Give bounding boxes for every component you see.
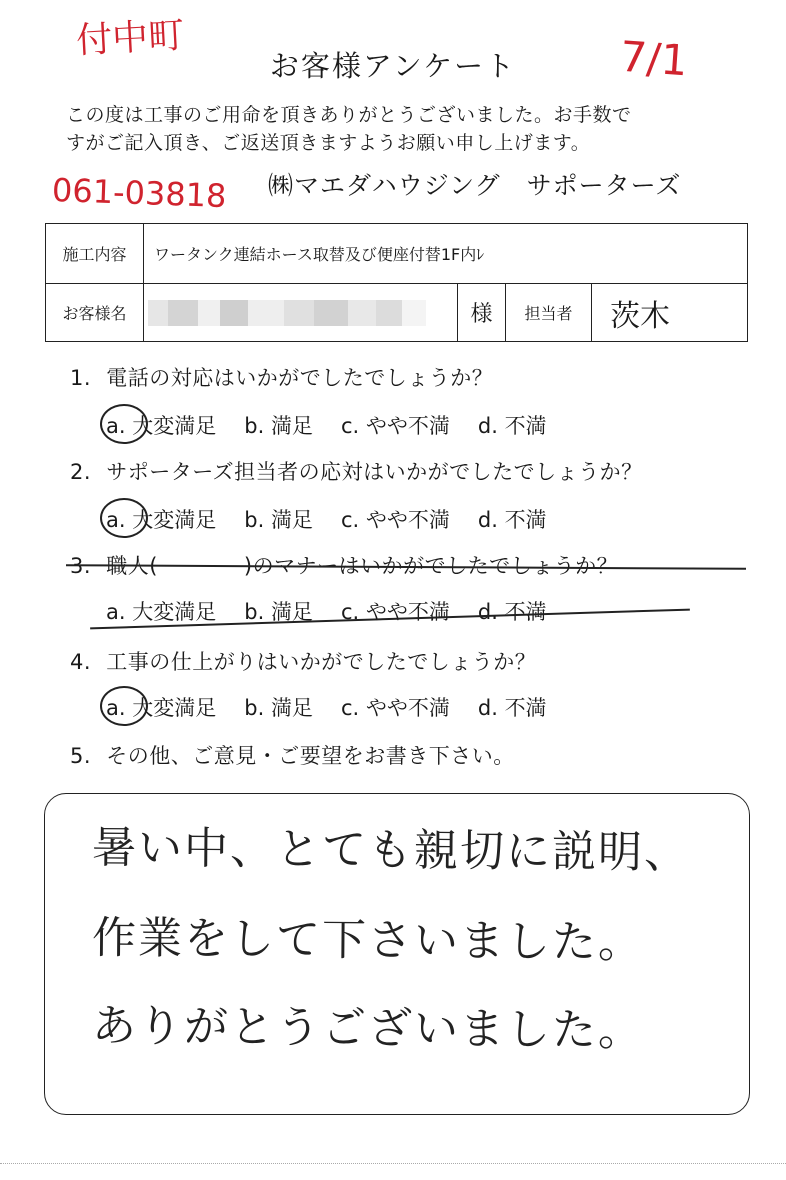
option-c[interactable] [341, 410, 450, 440]
question-text: サポーターズ担当者の応対はいかがでしたでしょうか？ [106, 460, 643, 484]
staff-label: 担当者 [506, 284, 592, 342]
comment-line-3: ありがとうございました。 [91, 1000, 645, 1057]
option-label: 不満 [504, 508, 547, 532]
intro-line-1: この度は工事のご用命を頂きありがとうございました。お手数で [66, 104, 632, 126]
question-2 [70, 456, 643, 486]
customer-suffix: 様 [458, 284, 506, 342]
option-key: c. [340, 414, 360, 438]
phone-annotation: 061-03818 [51, 170, 228, 216]
question-number: 2. [70, 460, 92, 484]
option-c[interactable] [341, 504, 450, 534]
question-1-options [106, 410, 575, 440]
staff-value: 茨木 [592, 284, 748, 342]
question-text: その他、ご意見・ご要望をお書き下さい。 [106, 744, 515, 768]
option-label: 満足 [270, 696, 313, 720]
option-key: a. [106, 600, 126, 624]
question-number: 5. [70, 744, 92, 768]
option-label: 不満 [504, 600, 547, 624]
question-number: 3. [70, 554, 92, 578]
question-4 [70, 646, 536, 676]
option-d[interactable] [478, 504, 547, 534]
intro-line-2: すがご記入頂き、ご返送頂きますようお願い申し上げます。 [66, 132, 591, 154]
option-key: d. [477, 696, 498, 720]
question-5 [70, 740, 515, 770]
option-key: c. [340, 508, 360, 532]
option-label: 大変満足 [132, 414, 217, 438]
area-annotation: 付中町 [75, 15, 186, 62]
option-b[interactable] [244, 410, 313, 440]
question-1 [70, 362, 493, 392]
option-key: d. [477, 508, 498, 532]
option-label: 不満 [504, 696, 547, 720]
question-4-options [106, 692, 575, 722]
comment-line-1: 暑い中、とても親切に説明、 [91, 822, 691, 879]
option-a[interactable] [106, 410, 216, 440]
option-key: a. [106, 696, 126, 720]
question-text: 工事の仕上がりはいかがでしたでしょうか？ [106, 650, 537, 674]
comment-line-2: 作業をして下さいました。 [91, 912, 645, 969]
option-b[interactable] [244, 504, 313, 534]
question-number: 1. [70, 366, 92, 390]
selection-circle [100, 686, 148, 726]
selection-circle [100, 404, 148, 444]
company-name: ㈱マエダハウジング サポーターズ [268, 171, 682, 200]
page-title: お客様アンケート [269, 49, 517, 83]
option-key: c. [340, 696, 360, 720]
option-key: c. [340, 600, 360, 624]
option-label: 不満 [504, 414, 547, 438]
option-key: b. [244, 508, 265, 532]
option-key: a. [106, 414, 126, 438]
option-d[interactable] [478, 410, 547, 440]
page-bottom-divider [0, 1163, 786, 1164]
option-label: やや不満 [365, 696, 450, 720]
customer-label: お客様名 [46, 284, 144, 342]
option-label: 大変満足 [132, 508, 217, 532]
date-annotation: 7/1 [618, 31, 690, 86]
option-d[interactable] [478, 692, 547, 722]
question-2-options [106, 504, 575, 534]
option-label: 満足 [270, 600, 313, 624]
work-label: 施工内容 [46, 224, 144, 284]
option-label: 大変満足 [132, 696, 217, 720]
question-text: 職人( )のマナーはいかがでしたでしょうか？ [106, 554, 619, 578]
option-a[interactable] [106, 504, 216, 534]
question-text: 電話の対応はいかがでしたでしょうか？ [106, 366, 494, 390]
work-value: ワータンク連結ホース取替及び便座付替1F内ﾚ [144, 224, 748, 284]
option-key: b. [244, 600, 265, 624]
question-number: 4. [70, 650, 92, 674]
option-label: やや不満 [365, 414, 450, 438]
option-label: 大変満足 [132, 600, 217, 624]
customer-name-redacted [144, 284, 458, 342]
option-a[interactable] [106, 692, 216, 722]
selection-circle [100, 498, 148, 538]
option-label: やや不満 [365, 600, 450, 624]
option-key: d. [477, 414, 498, 438]
option-label: やや不満 [365, 508, 450, 532]
option-label: 満足 [270, 508, 313, 532]
option-b[interactable] [244, 692, 313, 722]
option-key: b. [244, 696, 265, 720]
option-key: b. [244, 414, 265, 438]
option-key: a. [106, 508, 126, 532]
option-key: d. [477, 600, 498, 624]
option-c[interactable] [341, 692, 450, 722]
option-d[interactable] [478, 596, 547, 626]
info-table [45, 223, 748, 342]
option-a[interactable] [106, 596, 216, 626]
option-label: 満足 [270, 414, 313, 438]
option-c[interactable] [341, 596, 450, 626]
